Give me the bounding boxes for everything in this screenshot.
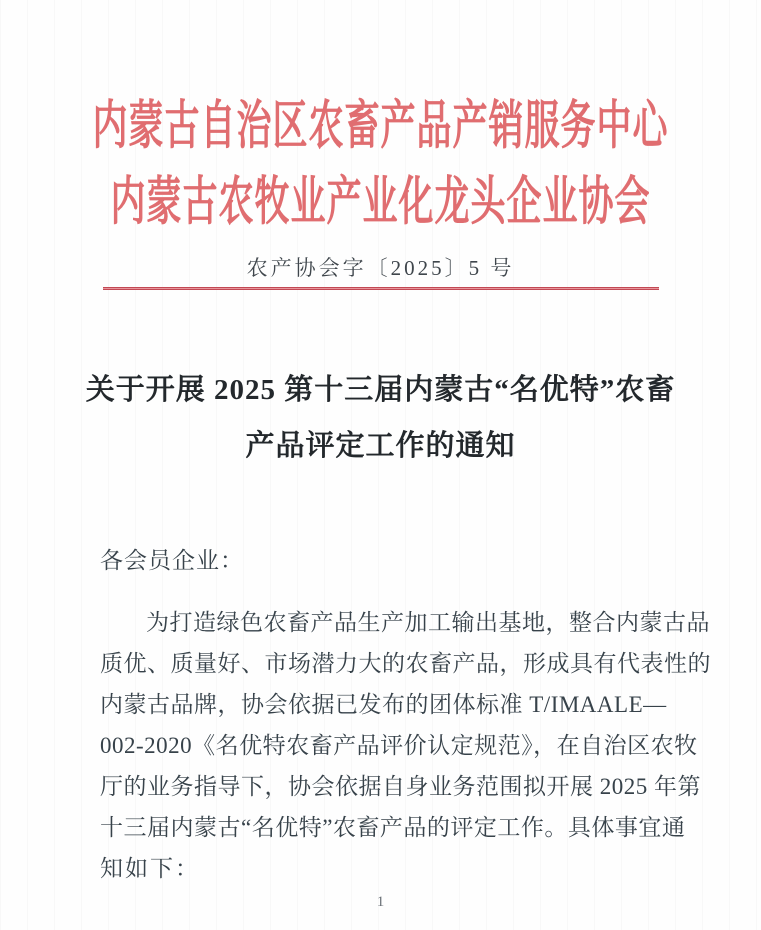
paragraph-line: 002-2020《名优特农畜产品评价认定规范》，在自治区农牧 (100, 733, 698, 758)
org-name-line-1 (0, 84, 761, 160)
salutation: 各会员企业： (100, 548, 244, 573)
page-footer (0, 893, 761, 911)
document-title-line-2: 产品评定工作的通知 (245, 430, 516, 462)
document-title (0, 362, 761, 474)
page-number: 1 (376, 894, 385, 910)
paragraph (100, 602, 711, 889)
paragraph-line: 知如下： (100, 856, 200, 881)
document-title-line-1: 关于开展 2025 第十三届内蒙古“名优特”农畜 (85, 374, 676, 406)
paragraph-line: 质优、质量好、市场潜力大的农畜产品，形成具有代表性的 (100, 651, 711, 676)
org-name-line-2 (0, 160, 761, 236)
org-name-line-1-text: 内蒙古自治区农畜产品产销服务中心 (92, 96, 669, 155)
document-number: 农产协会字〔2025〕5 号 (246, 256, 515, 280)
letterhead (0, 84, 761, 236)
paragraph-line: 为打造绿色农畜产品生产加工输出基地，整合内蒙古品 (146, 610, 710, 635)
org-name-line-2-text: 内蒙古农牧业产业化龙头企业协会 (110, 172, 651, 231)
paragraph-line: 厅的业务指导下，协会依据自身业务范围拟开展 2025 年第 (100, 774, 701, 799)
header-divider-rule (103, 287, 659, 290)
paragraph-line: 十三届内蒙古“名优特”农畜产品的评定工作。具体事宜通 (100, 815, 686, 840)
paragraph-line: 内蒙古品牌，协会依据已发布的团体标准 T/IMAALE— (100, 692, 667, 717)
document-body (100, 540, 711, 889)
